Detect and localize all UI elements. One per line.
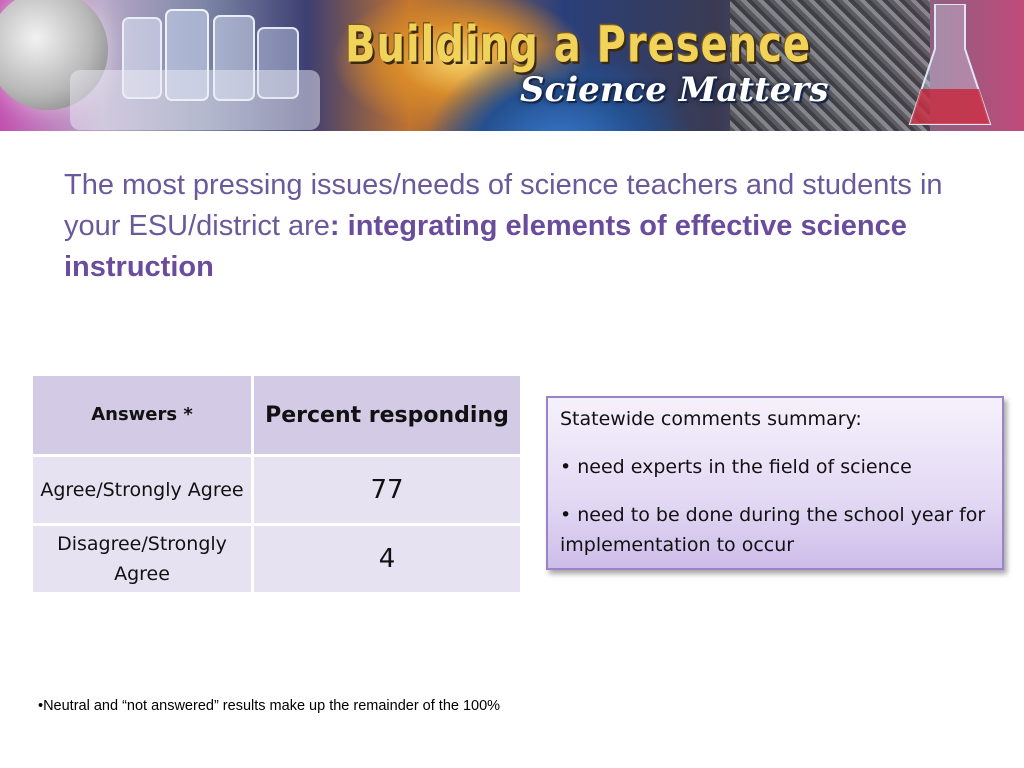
page-title-lead: The most pressing issues/needs of science teachers and students in your ESU/district are bbox=[64, 169, 943, 242]
percent-cell: 4 bbox=[253, 525, 522, 594]
answer-cell: Agree/Strongly Agree bbox=[32, 456, 253, 525]
flask-image bbox=[905, 4, 995, 129]
summary-bullet: • need experts in the field of science bbox=[560, 456, 912, 478]
banner-title: Building a Presence bbox=[345, 16, 812, 74]
footnote: •Neutral and “not answered” results make up the remainder of the 100% bbox=[38, 698, 501, 714]
page-title-emphasis: : integrating elements of effective science instruction bbox=[64, 210, 907, 283]
answer-cell: Disagree/Strongly Agree bbox=[32, 525, 253, 594]
header-banner bbox=[0, 0, 1024, 131]
summary-title: Statewide comments summary: bbox=[560, 408, 862, 430]
banner-subtitle: Science Matters bbox=[520, 70, 829, 110]
summary-bullet: • need to be done during the school year for implementation to occur bbox=[560, 504, 986, 556]
results-table bbox=[30, 373, 523, 595]
table-header-row bbox=[32, 375, 522, 456]
answers-column-header: Answers * bbox=[32, 375, 253, 456]
well-plate-image bbox=[70, 70, 320, 130]
percent-column-header: Percent responding bbox=[253, 375, 522, 456]
page-title bbox=[64, 165, 964, 288]
table-row bbox=[32, 456, 522, 525]
table-row bbox=[32, 525, 522, 594]
comments-summary-box bbox=[546, 396, 1004, 570]
percent-cell: 77 bbox=[253, 456, 522, 525]
